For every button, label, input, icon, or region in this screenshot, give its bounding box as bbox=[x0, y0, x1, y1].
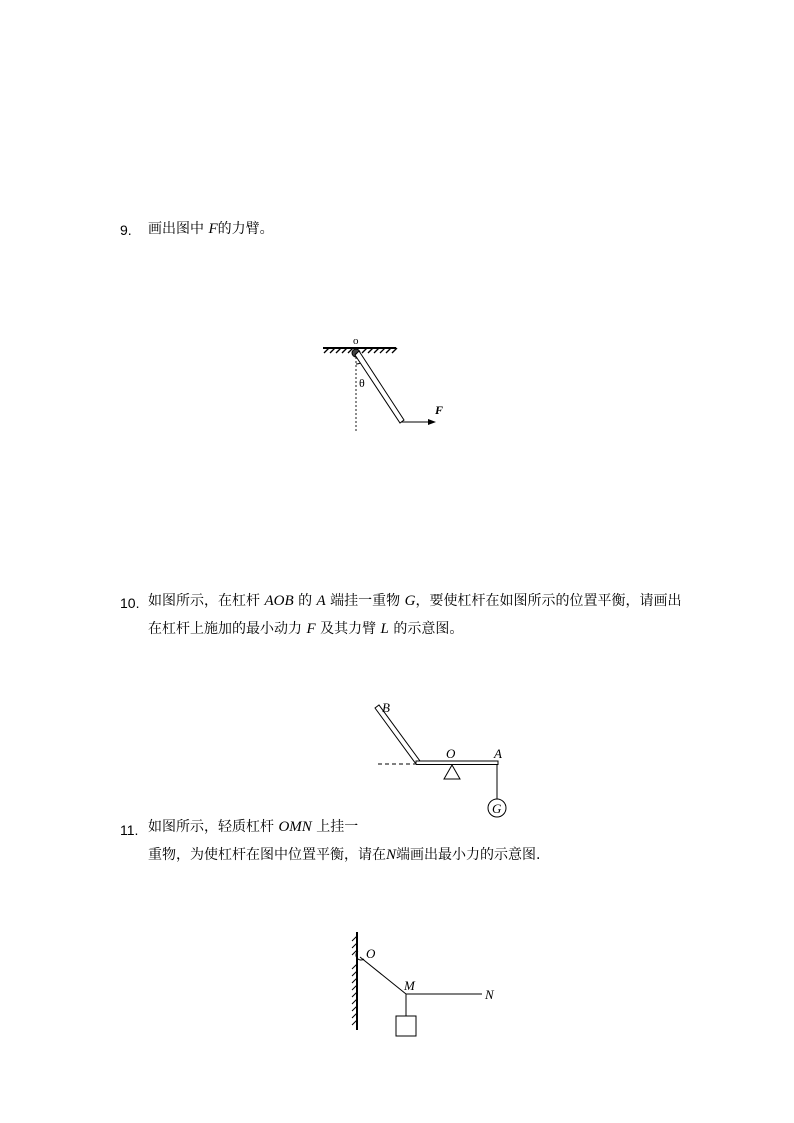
figure-11-lever-diagram bbox=[345, 928, 505, 1040]
angle-label: θ bbox=[359, 376, 365, 390]
pivot-label: o bbox=[353, 335, 359, 347]
q10-text-part: 端挂一重物 bbox=[325, 593, 405, 609]
question-11-number: 11. bbox=[120, 822, 139, 838]
q11-text-part: 如图所示，轻质杠杆 bbox=[148, 819, 279, 835]
question-10-text-line-2 bbox=[148, 620, 463, 638]
label-m: M bbox=[404, 978, 415, 993]
question-10-text-line-1 bbox=[148, 592, 681, 610]
question-9-text bbox=[148, 220, 274, 238]
q10-text-part: 如图所示，在杠杆 bbox=[148, 593, 265, 609]
label-n: N bbox=[485, 987, 494, 1002]
q10-text-part: ，要使杠杆在如图所示的位置平衡，请画出 bbox=[415, 593, 682, 609]
label-g: G bbox=[492, 801, 502, 816]
lever-arm-oa bbox=[416, 761, 498, 765]
figure-9-lever-diagram bbox=[318, 334, 458, 439]
q11-var-n: N bbox=[386, 847, 397, 863]
q10-var-aob: AOB bbox=[264, 593, 294, 609]
q10-text-part: 的 bbox=[293, 593, 317, 609]
q10-var-a: A bbox=[316, 593, 326, 609]
weight-block bbox=[396, 1016, 416, 1036]
q10-var-l: L bbox=[380, 621, 389, 637]
question-11-text-line-1 bbox=[148, 818, 358, 836]
label-o: O bbox=[366, 946, 376, 961]
q10-text-part: 的示意图。 bbox=[388, 621, 464, 637]
q10-text-part: 在杠杆上施加的最小动力 bbox=[148, 621, 307, 637]
question-9-number: 9. bbox=[120, 222, 132, 238]
q11-var-omn: OMN bbox=[278, 819, 312, 835]
question-11-text-line-2 bbox=[148, 846, 540, 864]
fulcrum-triangle bbox=[444, 765, 460, 779]
q9-var-f: F bbox=[208, 221, 218, 237]
label-a: A bbox=[494, 746, 502, 761]
force-arrowhead bbox=[428, 419, 436, 425]
q10-var-f: F bbox=[306, 621, 316, 637]
q11-text-part: 上挂一 bbox=[311, 819, 359, 835]
q11-text-part: 重物，为使杠杆在图中位置平衡，请在 bbox=[148, 847, 386, 863]
q9-text-part: 的力臂。 bbox=[217, 221, 274, 237]
q9-text-part: 画出图中 bbox=[148, 221, 209, 237]
q10-var-g: G bbox=[404, 593, 416, 609]
figure-10-lever-diagram bbox=[375, 698, 515, 822]
q10-text-part: 及其力臂 bbox=[315, 621, 381, 637]
q11-text-part: 端画出最小力的示意图. bbox=[396, 847, 541, 863]
force-label: F bbox=[435, 403, 444, 417]
label-o: O bbox=[446, 746, 456, 761]
question-10-number: 10. bbox=[120, 595, 140, 611]
label-b: B bbox=[382, 700, 390, 715]
lever-segment-om bbox=[360, 957, 406, 994]
